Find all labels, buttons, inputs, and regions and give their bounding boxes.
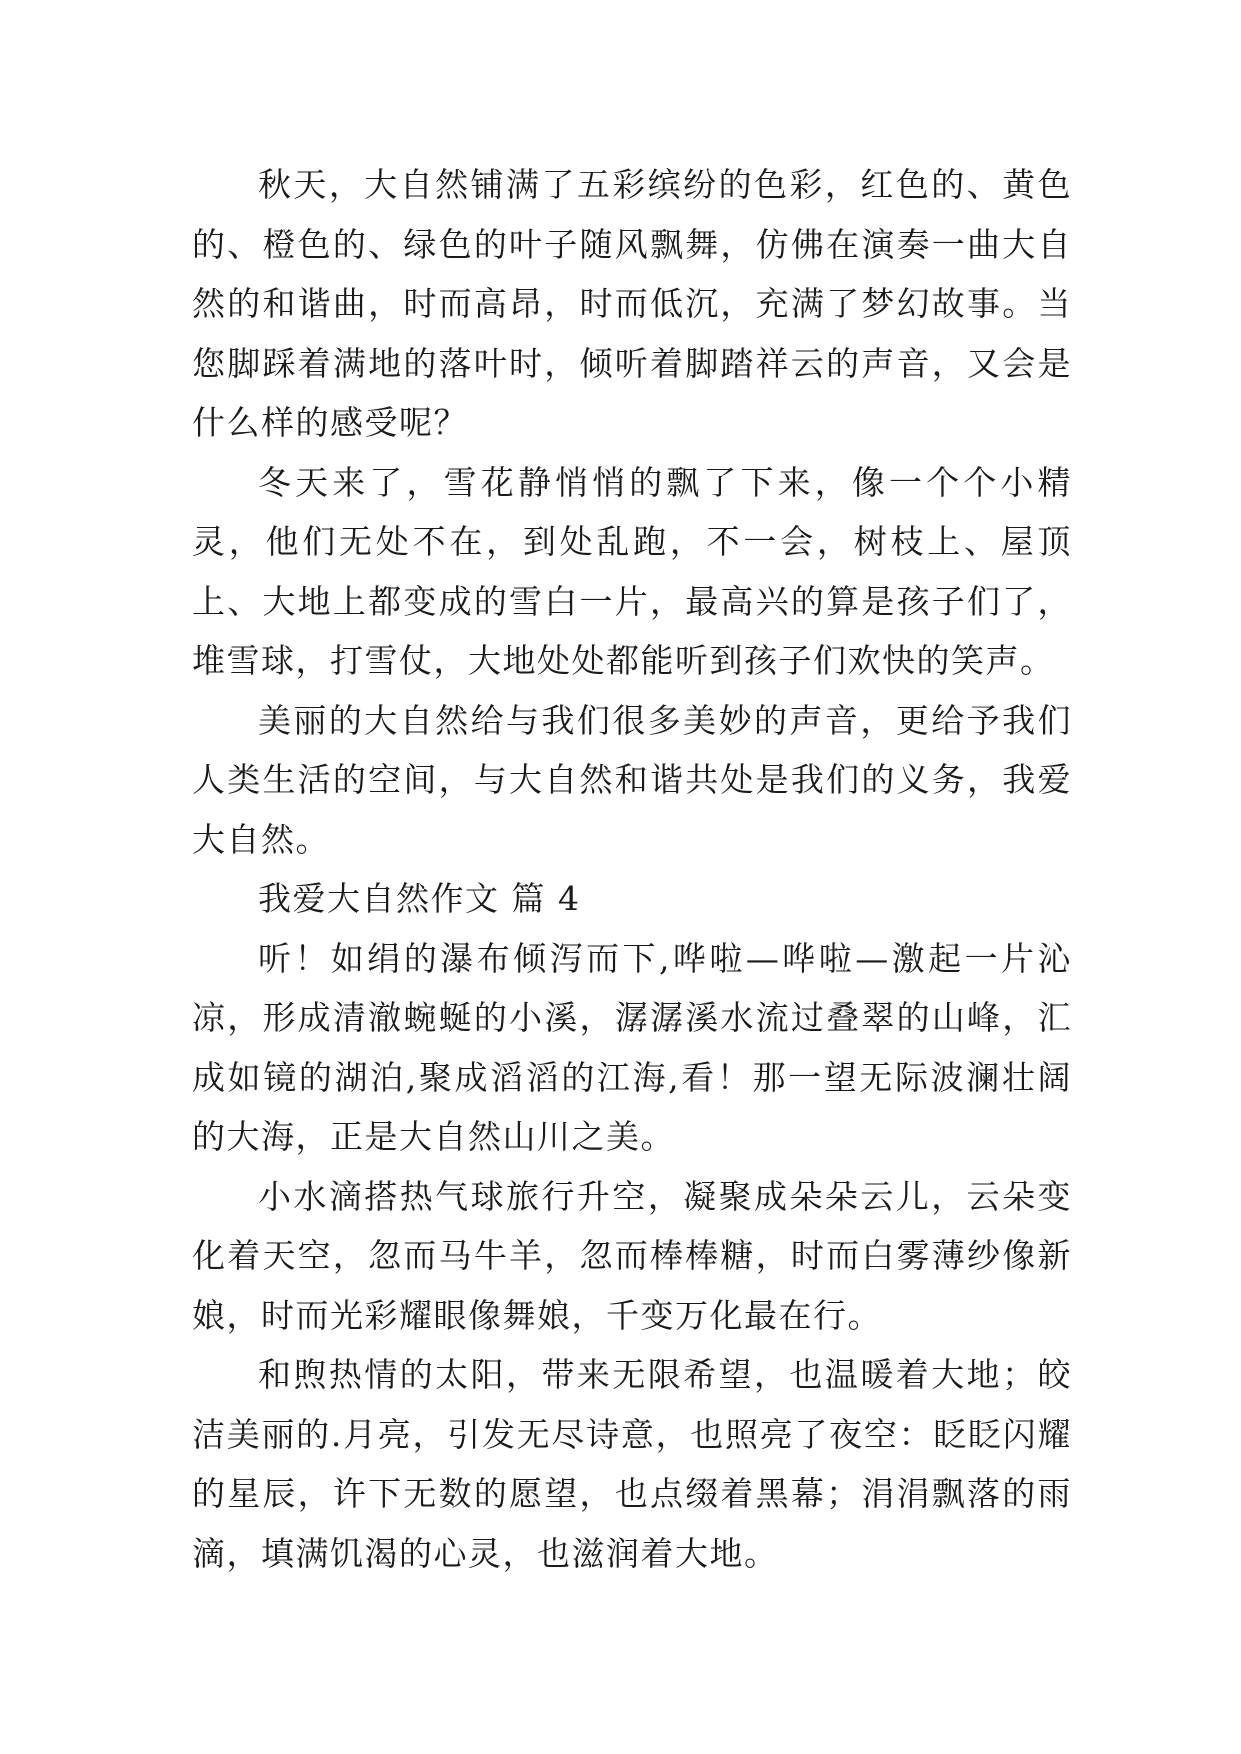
- paragraph-sky: 和煦热情的太阳，带来无限希望，也温暖着大地；皎洁美丽的.月亮，引发无尽诗意，也照亮了夜空：眨眨闪耀的星辰，许下无数的愿望，也点缀着黑幕；涓涓飘落的雨滴，填满饥渴的心灵，也滋润着大地。: [192, 1355, 1072, 1573]
- paragraph-winter: 冬天来了，雪花静悄悄的飘了下来，像一个个小精灵，他们无处不在，到处乱跑，不一会，树枝上、屋顶上、大地上都变成的雪白一片，最高兴的算是孩子们了，堆雪球，打雪仗，大地处处都能听到孩子们欢快的笑声。: [192, 462, 1072, 680]
- section-heading: 我爱大自然作文 篇 4: [258, 879, 581, 918]
- paragraph-waterfall: 听！如绢的瀑布倾泻而下,哗啦—哗啦—激起一片沁凉，形成清澈蜿蜒的小溪，潺潺溪水流过叠翠的山峰，汇成如镜的湖泊,聚成滔滔的江海,看！那一望无际波澜壮阔的大海，正是大自然山川之美。: [192, 938, 1072, 1156]
- paragraph-clouds: 小水滴搭热气球旅行升空，凝聚成朵朵云儿，云朵变化着天空，忽而马牛羊，忽而棒棒糖，时而白雾薄纱像新娘，时而光彩耀眼像舞娘，千变万化最在行。: [192, 1176, 1072, 1335]
- paragraph-autumn: 秋天，大自然铺满了五彩缤纷的色彩，红色的、黄色的、橙色的、绿色的叶子随风飘舞，仿佛在演奏一曲大自然的和谐曲，时而高昂，时而低沉，充满了梦幻故事。当您脚踩着满地的落叶时，倾听着脚踏祥云的声音，又会是什么样的感受呢？: [192, 165, 1072, 442]
- paragraph-conclusion: 美丽的大自然给与我们很多美妙的声音，更给予我们人类生活的空间，与大自然和谐共处是我们的义务，我爱大自然。: [192, 700, 1072, 859]
- document-body: [192, 155, 1072, 1583]
